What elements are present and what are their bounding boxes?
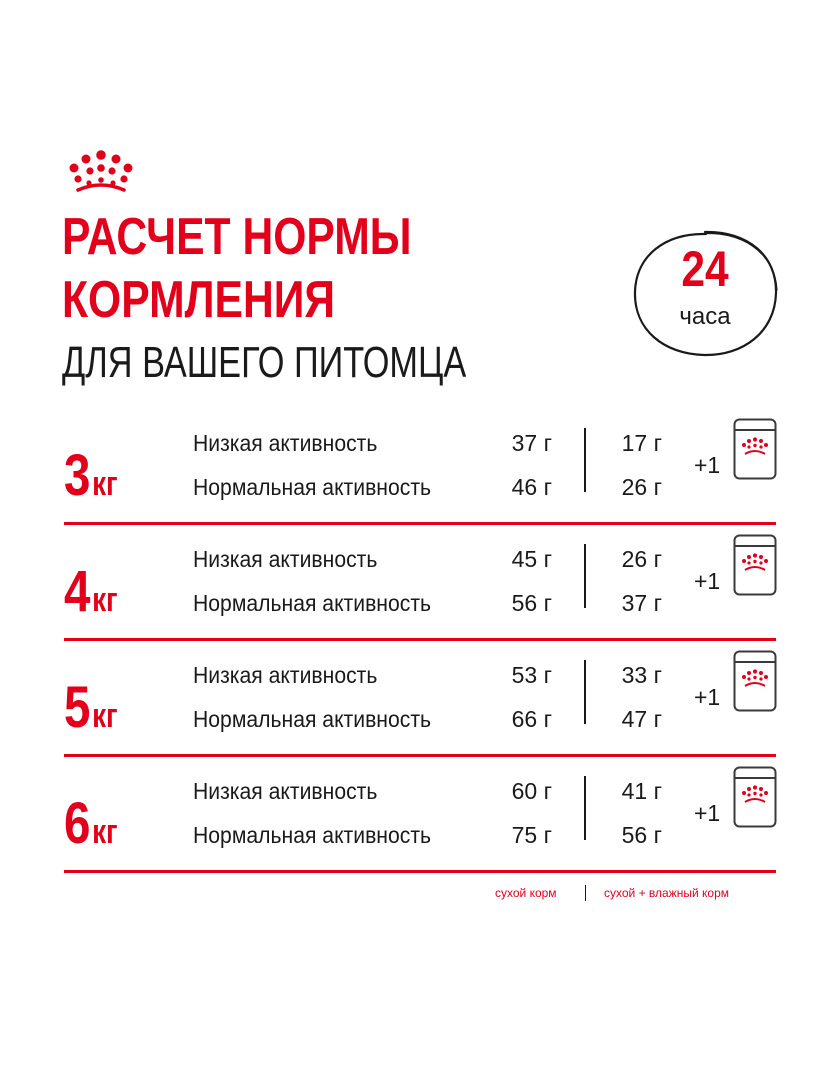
row-divider bbox=[64, 870, 776, 873]
low-activity-label: Низкая активность bbox=[193, 662, 378, 688]
table-row bbox=[0, 534, 840, 650]
column-divider bbox=[584, 660, 586, 724]
legend bbox=[0, 886, 840, 906]
plus-pouch-label: +1 bbox=[694, 452, 721, 478]
normal-activity-label: Нормальная активность bbox=[193, 474, 432, 500]
weight-value: 4 bbox=[64, 559, 91, 624]
row-divider bbox=[64, 638, 776, 641]
table-row bbox=[0, 766, 840, 882]
normal-mix-value: 56 г bbox=[621, 822, 662, 848]
column-divider bbox=[584, 544, 586, 608]
row-divider bbox=[64, 754, 776, 757]
normal-activity-label: Нормальная активность bbox=[193, 822, 432, 848]
page-title-line2: КОРМЛЕНИЯ bbox=[62, 271, 336, 329]
wet-food-pouch-icon bbox=[733, 418, 777, 480]
low-mix-value: 33 г bbox=[621, 662, 662, 688]
normal-mix-value: 26 г bbox=[621, 474, 662, 500]
weight-unit: кг bbox=[92, 813, 118, 851]
weight-unit: кг bbox=[92, 465, 118, 503]
low-dry-value: 37 г bbox=[511, 430, 552, 456]
page-subtitle: ДЛЯ ВАШЕГО ПИТОМЦА bbox=[62, 338, 467, 387]
low-activity-label: Низкая активность bbox=[193, 430, 378, 456]
low-mix-value: 17 г bbox=[621, 430, 662, 456]
row-divider bbox=[64, 522, 776, 525]
normal-activity-label: Нормальная активность bbox=[193, 706, 432, 732]
column-divider bbox=[584, 776, 586, 840]
low-dry-value: 53 г bbox=[511, 662, 552, 688]
normal-mix-value: 47 г bbox=[621, 706, 662, 732]
table-row bbox=[0, 418, 840, 534]
weight-value: 3 bbox=[64, 443, 91, 508]
column-divider bbox=[584, 428, 586, 492]
weight-value: 5 bbox=[64, 675, 91, 740]
normal-mix-value: 37 г bbox=[621, 590, 662, 616]
weight-label bbox=[64, 558, 118, 628]
low-activity-label: Низкая активность bbox=[193, 546, 378, 572]
normal-dry-value: 56 г bbox=[511, 590, 552, 616]
weight-label bbox=[64, 674, 118, 744]
table-row bbox=[0, 650, 840, 766]
wet-food-pouch-icon bbox=[733, 534, 777, 596]
weight-label bbox=[64, 790, 118, 860]
low-mix-value: 41 г bbox=[621, 778, 662, 804]
low-dry-value: 60 г bbox=[511, 778, 552, 804]
page-title-line1: РАСЧЕТ НОРМЫ bbox=[62, 208, 412, 266]
low-mix-value: 26 г bbox=[621, 546, 662, 572]
normal-dry-value: 46 г bbox=[511, 474, 552, 500]
crown-icon bbox=[66, 150, 136, 194]
plus-pouch-label: +1 bbox=[694, 800, 721, 826]
badge-number: 24 bbox=[681, 241, 729, 297]
weight-label bbox=[64, 442, 118, 512]
legend-mixed-food: сухой + влажный корм bbox=[604, 886, 729, 900]
legend-dry-food: сухой корм bbox=[495, 886, 557, 900]
legend-separator bbox=[585, 885, 586, 901]
plus-pouch-label: +1 bbox=[694, 568, 721, 594]
normal-activity-label: Нормальная активность bbox=[193, 590, 432, 616]
wet-food-pouch-icon bbox=[733, 766, 777, 828]
low-dry-value: 45 г bbox=[511, 546, 552, 572]
plus-pouch-label: +1 bbox=[694, 684, 721, 710]
normal-dry-value: 66 г bbox=[511, 706, 552, 732]
wet-food-pouch-icon bbox=[733, 650, 777, 712]
weight-value: 6 bbox=[64, 791, 91, 856]
weight-unit: кг bbox=[92, 697, 118, 735]
weight-unit: кг bbox=[92, 581, 118, 619]
low-activity-label: Низкая активность bbox=[193, 778, 378, 804]
normal-dry-value: 75 г bbox=[511, 822, 552, 848]
badge-label: часа bbox=[679, 303, 731, 330]
